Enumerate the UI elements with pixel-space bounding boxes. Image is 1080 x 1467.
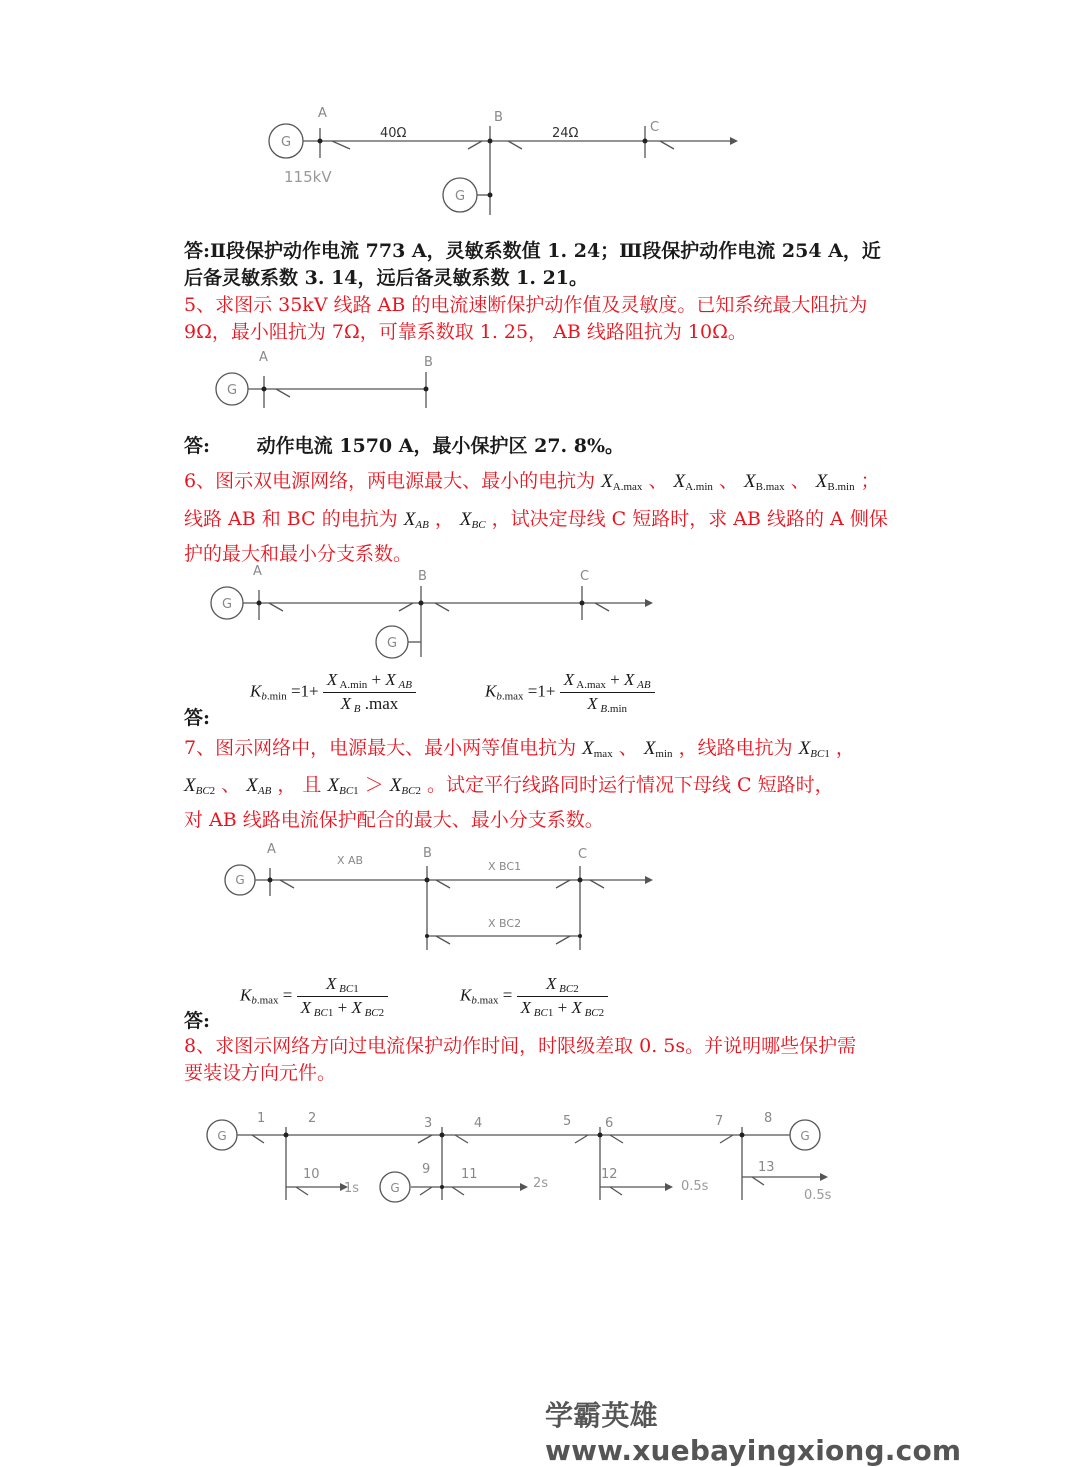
formula-kb-min: $K_{b.min} =1+$ $\frac{X _{A.min} + X _{AB}}{X _B .\max}$ [250, 670, 416, 715]
relay-number: 5 [563, 1114, 572, 1129]
question-7: 7、图示网络中，电源最大、最小两等值电抗为 $X_{max}$ 、 $X_{min}$ ，线路电抗为 $X_{BC1}$ ， $X_{BC2}$ 、 $X_{AB}$ ， 且 $X_{BC1} > X_{BC2}$ 。试定平行线路同时运行情况下母线 C 短路时， 对 AB 线路电流保护配合的最大、最小分支系数。 [184, 737, 855, 831]
gen-label: G [800, 1129, 810, 1143]
gen-label: G [217, 1129, 227, 1143]
gen-label: G [221, 597, 233, 612]
relay-number: 6 [605, 1116, 614, 1131]
reactance-xbc2: X BC2 [488, 917, 522, 930]
gen-label: G [226, 383, 238, 398]
bus-b-label: B [418, 569, 427, 584]
answer-prefix: 答: [184, 435, 211, 457]
relay-number: 12 [601, 1167, 618, 1182]
time-setting-10: 1s [344, 1181, 360, 1196]
answer-7-prefix: 答: [184, 1010, 211, 1032]
bus-a-label: A [259, 350, 268, 365]
figure-3-circuit [205, 562, 665, 662]
bus-a-label: A [253, 564, 262, 579]
gen-label: G [235, 873, 245, 887]
bus-b-label: B [424, 355, 433, 370]
formula-kb-max-bc1: $K_{b.max}$ = $\frac{X _{BC1}}{X _{BC1} + X _{BC2}}$ [240, 974, 388, 1019]
reactance-xbc1: X BC1 [488, 860, 522, 873]
question-5-line2: 9Ω，最小阻抗为 7Ω，可靠系数取 1. 25， AB 线路阻抗为 10Ω。 [184, 321, 747, 343]
question-5 [184, 292, 900, 346]
relay-number: 2 [308, 1111, 317, 1126]
bus-b-label: B [494, 110, 503, 125]
gen-label: G [390, 1181, 400, 1195]
relay-number: 11 [461, 1167, 478, 1182]
impedance-bc: 24Ω [552, 126, 579, 141]
answer-4-line1: 答:Ⅱ段保护动作电流 773 A，灵敏系数值 1. 24；Ⅲ段保护动作电流 254 A，近 [184, 240, 881, 262]
bus-c-label: C [650, 120, 660, 135]
bus-a-label: A [267, 842, 276, 857]
watermark-footer: 学霸英雄 www.xuebayingxiong.com [545, 1399, 962, 1467]
voltage-label: 115kV [284, 168, 332, 186]
relay-number: 1 [257, 1111, 266, 1126]
time-setting-11: 2s [533, 1176, 549, 1191]
figure-2-circuit [210, 348, 450, 418]
bus-a-label: A [318, 106, 327, 121]
impedance-ab: 40Ω [380, 126, 407, 141]
answer-4-line2: 后备灵敏系数 3. 14，远后备灵敏系数 1. 21。 [184, 267, 589, 289]
question-8-line1: 8、求图示网络方向过电流保护动作时间，时限级差取 0. 5s。并说明哪些保护需 [184, 1035, 857, 1057]
question-5-line1: 5、求图示 35kV 线路 AB 的电流速断保护动作值及灵敏度。已知系统最大阻抗为 [184, 294, 868, 316]
formula-kb-max: $K_{b.max} =1+$ $\frac{X _{A.max} + X _{AB}}{X _{B.min}}$ [485, 670, 655, 715]
relay-number: 4 [474, 1116, 483, 1131]
figure-1-circuit [260, 100, 760, 225]
question-8-line2: 要装设方向元件。 [184, 1062, 337, 1084]
relay-number: 8 [764, 1111, 773, 1126]
relay-number: 3 [424, 1116, 433, 1131]
reactance-xab: X AB [337, 854, 364, 867]
gen-label: G [386, 636, 398, 651]
question-6: 6、图示双电源网络，两电源最大、最小的电抗为 $X_{A.max}$ 、 $X_{A.min}$ 、 $X_{B.max}$ 、 $X_{B.min}$ ； 线路 AB 和 BC 的电抗为 $X_{AB}$ ， $X_{BC}$ ，试决定母线 C 短路时，求 AB 线路的 A 侧保 护的最大和最小分支系数。 [184, 470, 888, 565]
bus-b-label: B [423, 846, 432, 861]
answer-5 [184, 433, 900, 460]
question-8 [184, 1033, 900, 1087]
figure-5-circuit [200, 1105, 850, 1210]
bus-c-label: C [578, 847, 588, 862]
answer-4 [184, 238, 900, 292]
bus-c-label: C [580, 569, 590, 584]
formula-kb-max-bc2: $K_{b.max}$ = $\frac{X _{BC2}}{X _{BC1} + X _{BC2}}$ [460, 974, 608, 1019]
time-setting-13: 0.5s [804, 1188, 832, 1203]
figure-4-circuit [220, 838, 660, 958]
gen-label: G [280, 135, 292, 150]
relay-number: 7 [715, 1114, 724, 1129]
relay-number: 9 [422, 1162, 431, 1177]
answer-6-prefix: 答: [184, 707, 211, 729]
answer-5-text: 动作电流 1570 A，最小保护区 27. 8%。 [256, 435, 625, 457]
relay-number: 13 [758, 1160, 775, 1175]
time-setting-12: 0.5s [681, 1179, 709, 1194]
gen-label: G [454, 189, 466, 204]
relay-number: 10 [303, 1167, 320, 1182]
